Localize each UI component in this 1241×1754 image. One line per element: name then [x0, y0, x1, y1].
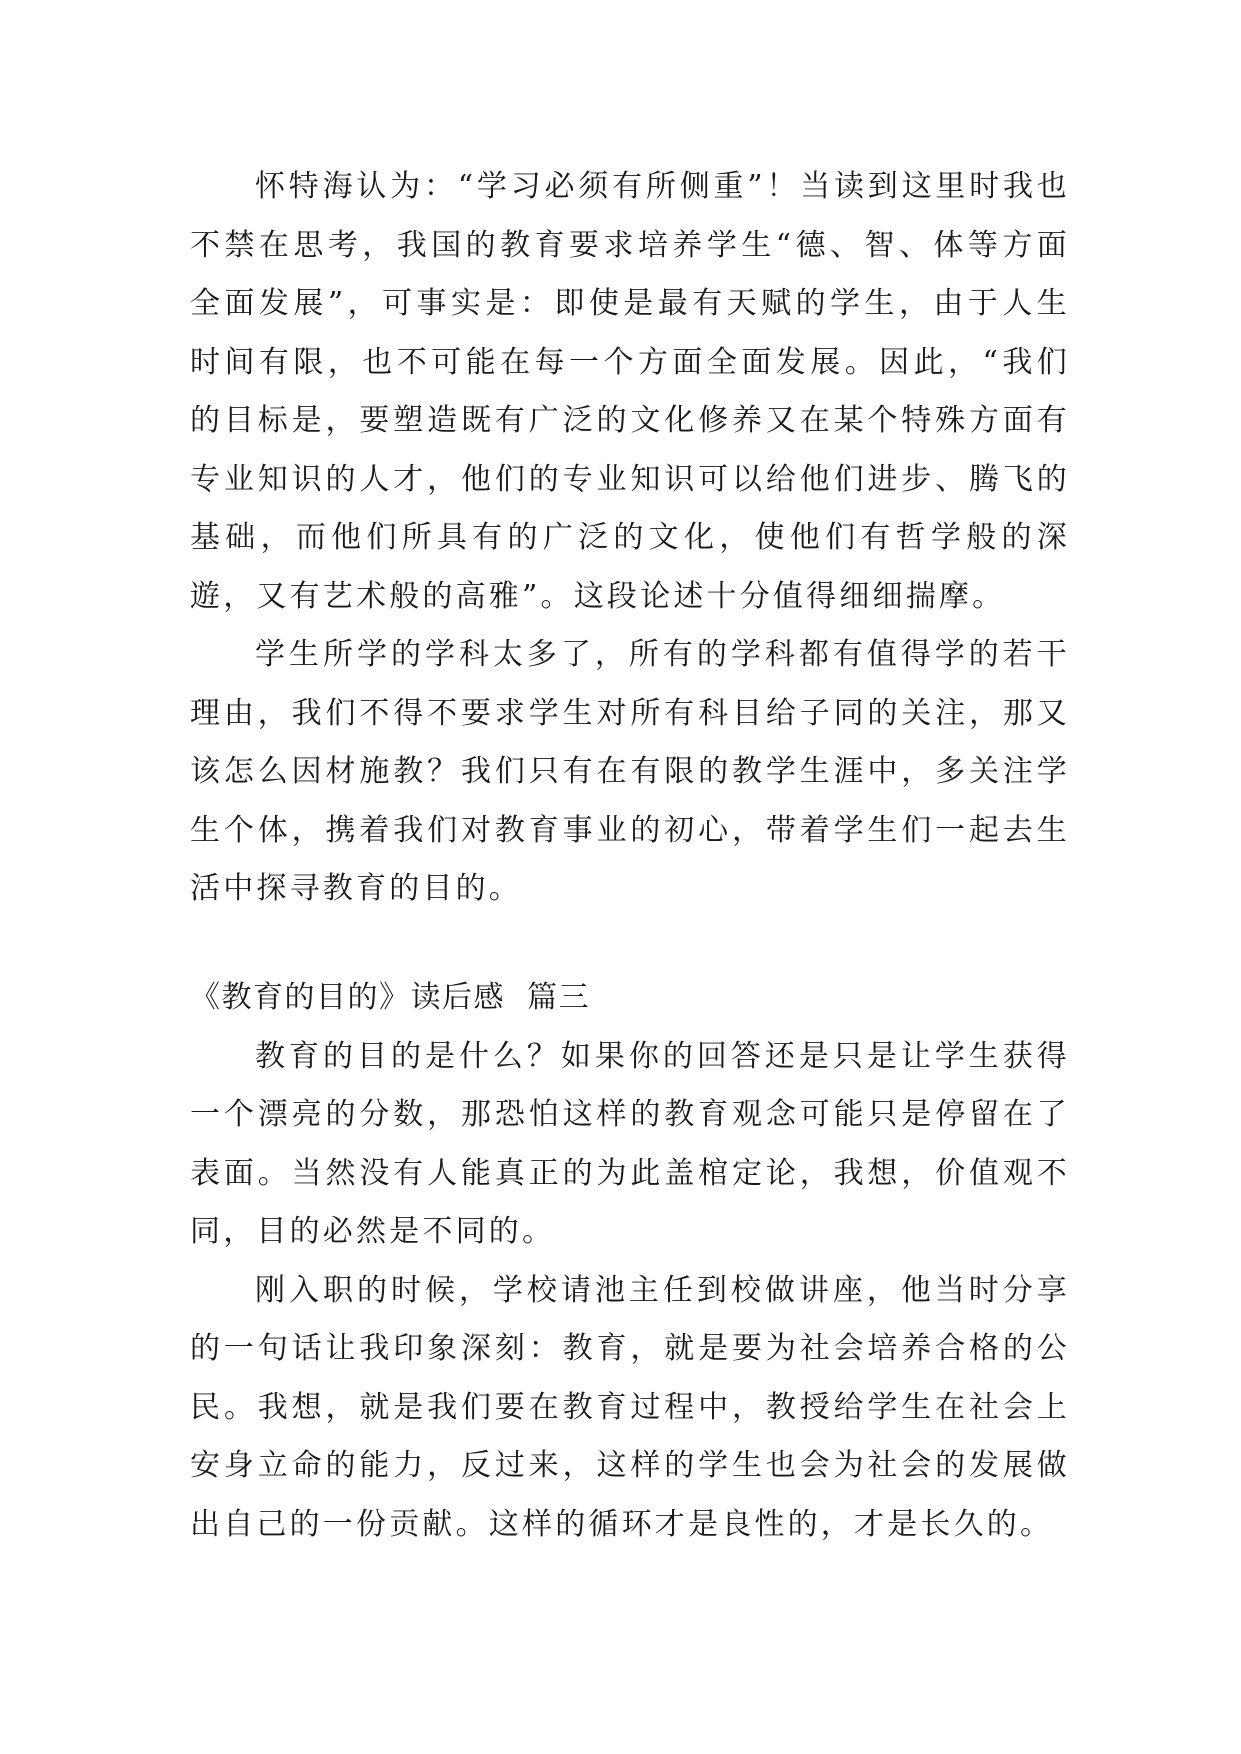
- paragraph: 学生所学的学科太多了，所有的学科都有值得学的若干理由，我们不得不要求学生对所有科目给子同的关注，那又该怎么因材施教？我们只有在有限的教学生涯中，多关注学生个体，携着我们对教育事业的初心，带着学生们一起去生活中探寻教育的目的。: [190, 637, 1070, 906]
- essay-section-continued: [190, 158, 1070, 919]
- section-heading: 《教育的目的》读后感 篇三: [190, 980, 591, 1015]
- essay-section-three: [190, 969, 1070, 1554]
- paragraph: 教育的目的是什么？如果你的回答还是只是让学生获得一个漂亮的分数，那恐怕这样的教育观念可能只是停留在了表面。当然没有人能真正的为此盖棺定论，我想，价值观不同，目的必然是不同的。: [190, 1038, 1070, 1249]
- paragraph: 刚入职的时候，学校请池主任到校做讲座，他当时分享的一句话让我印象深刻：教育，就是要为社会培养合格的公民。我想，就是我们要在教育过程中，教授给学生在社会上安身立命的能力，反过来，这样的学生也会为社会的发展做出自己的一份贡献。这样的循环才是良性的，才是长久的。: [190, 1272, 1070, 1542]
- paragraph: 怀特海认为：“学习必须有所侧重”！当读到这里时我也不禁在思考，我国的教育要求培养学生“德、智、体等方面全面发展”，可事实是：即使是最有天赋的学生，由于人生时间有限，也不可能在每一个方面全面发展。因此，“我们的目标是，要塑造既有广泛的文化修养又在某个特殊方面有专业知识的人才，他们的专业知识可以给他们进步、腾飞的基础，而他们所具有的广泛的文化，使他们有哲学般的深遊，又有艺术般的高雅”。这段论述十分值得细细揣摩。: [190, 169, 1070, 614]
